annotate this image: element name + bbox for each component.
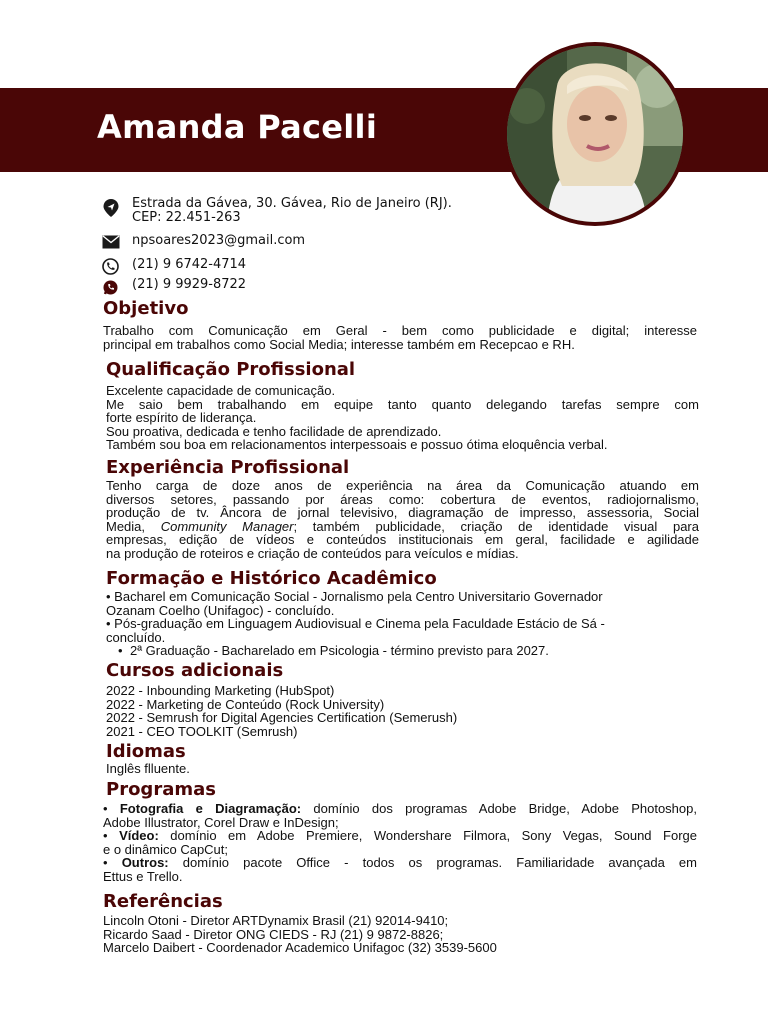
programa-label: Vídeo:: [119, 828, 159, 844]
address-line2: CEP: 22.451-263: [132, 210, 241, 225]
section-title-cursos: Cursos adicionais: [106, 660, 284, 681]
formacao-bullet: • 2ª Graduação - Bacharelado em Psicologia - término previsto para 2027.: [106, 644, 699, 658]
experiencia-line4-italic: Community Manager: [160, 518, 294, 534]
programa-line: • Vídeo: domínio em Adobe Premiere, Wondershare Filmora, Sony Vegas, Sound Forge: [103, 828, 697, 844]
section-title-objetivo: Objetivo: [103, 298, 189, 319]
email-text[interactable]: npsoares2023@gmail.com: [132, 233, 306, 248]
cursos-text: [106, 684, 700, 738]
objetivo-line: principal em trabalhos como Social Media; interesse também em Recepcao e RH.: [103, 336, 575, 352]
phone-text[interactable]: (21) 9 6742-4714: [132, 257, 247, 272]
section-title-qualificacao: Qualificação Profissional: [106, 359, 356, 380]
programa-label: Outros:: [121, 855, 169, 871]
address-line1: Estrada da Gávea, 30. Gávea, Rio de Janeiro (RJ).: [132, 196, 452, 211]
idiomas-line: Inglês flluente.: [106, 761, 190, 776]
experiencia-line: Tenho carga de doze anos de experiência na área da Comunicação atuando em: [106, 478, 699, 493]
curso-item: 2022 - Marketing de Conteúdo (Rock University): [106, 696, 385, 712]
formacao-line: • Bacharel em Comunicação Social - Jornalismo pela Centro Universitario Governador: [106, 589, 603, 604]
location-icon: [102, 198, 120, 218]
profile-photo: [503, 42, 687, 226]
mail-icon: [102, 235, 120, 249]
section-title-formacao: Formação e Histórico Acadêmico: [106, 568, 437, 589]
formacao-line: concluído.: [106, 629, 166, 645]
phone-icon: [102, 258, 119, 275]
qualificacao-line: Excelente capacidade de comunicação.: [106, 383, 336, 398]
formacao-line: Ozanam Coelho (Unifagoc) - concluído.: [106, 602, 335, 618]
formacao-line: • Pós-graduação em Linguagem Audiovisual e Cinema pela Faculdade Estácio de Sá -: [106, 616, 605, 632]
qualificacao-line: forte espírito de liderança.: [106, 410, 257, 426]
section-title-referencias: Referências: [103, 891, 223, 912]
formacao-text: [106, 590, 699, 658]
curso-item: 2022 - Inbounding Marketing (HubSpot): [106, 683, 335, 698]
qualificacao-line: Me saio bem trabalhando em equipe tanto quanto delegando tarefas sempre com: [106, 396, 699, 412]
section-title-programas: Programas: [106, 779, 216, 800]
referencia-item: Lincoln Otoni - Diretor ARTDynamix Brasil (21) 92014-9410;: [103, 913, 449, 928]
candidate-name: Amanda Pacelli: [97, 108, 378, 146]
programa-line: • Fotografia e Diagramação: domínio dos programas Adobe Bridge, Adobe Photoshop,: [103, 801, 697, 816]
curso-item: 2022 - Semrush for Digital Agencies Certification (Semerush): [106, 710, 458, 726]
objetivo-text: [103, 324, 697, 351]
experiencia-text: [106, 479, 699, 561]
programa-line: e o dinâmico CapCut;: [103, 841, 229, 857]
experiencia-line: [106, 520, 699, 534]
experiencia-line: diversos setores, passando por áreas como: cobertura de eventos, radiojornalismo,: [106, 491, 699, 507]
experiencia-line: produção de tv. Âncora de jornal televisivo, diagramação de impresso, assessoria, Social: [106, 505, 699, 521]
idiomas-text: [106, 762, 700, 776]
phone2-text[interactable]: (21) 9 9929-8722: [132, 277, 247, 292]
whatsapp-icon: [102, 279, 119, 296]
qualificacao-line: Sou proativa, dedicada e tenho facilidade de aprendizado.: [106, 423, 442, 439]
qualificacao-text: [106, 384, 699, 452]
programas-text: [103, 802, 697, 884]
programa-line: Ettus e Trello.: [103, 868, 183, 884]
section-title-experiencia: Experiência Profissional: [106, 457, 350, 478]
experiencia-line: na produção de roteiros e criação de conteúdos para veículos e mídias.: [106, 545, 519, 561]
referencia-item: Marcelo Daibert - Coordenador Academico Unifagoc (32) 3539-5600: [103, 940, 497, 956]
portrait-image: [507, 46, 683, 222]
referencia-item: Ricardo Saad - Diretor ONG CIEDS - RJ (21) 9 9872-8826;: [103, 926, 444, 942]
section-title-idiomas: Idiomas: [106, 741, 186, 762]
programa-desc: domínio em Adobe Premiere, Wondershare Filmora, Sony Vegas, Sound Forge: [158, 828, 697, 844]
experiencia-line4-start: Media,: [106, 518, 161, 534]
referencias-text: [103, 914, 697, 955]
curso-item: 2021 - CEO TOOLKIT (Semrush): [106, 723, 298, 739]
programa-desc: domínio pacote Office - todos os programas. Familiaridade avançada em: [168, 855, 697, 871]
programa-label: Fotografia e Diagramação:: [119, 801, 302, 816]
objetivo-line: Trabalho com Comunicação em Geral - bem como publicidade e digital; interesse: [103, 323, 697, 338]
experiencia-line: empresas, edição de vídeos e conteúdos institucionais em geral, facilidade e agilidade: [106, 532, 699, 548]
qualificacao-line: Também sou boa em relacionamentos interpessoais e possuo ótima eloquência verbal.: [106, 437, 608, 453]
experiencia-line4-end: ; também publicidade, criação de identidade visual para: [293, 518, 699, 534]
programa-desc: domínio dos programas Adobe Bridge, Adobe Photoshop,: [301, 801, 697, 816]
programa-line: Adobe Illustrator, Corel Draw e InDesign;: [103, 814, 339, 830]
programa-line: • Outros: domínio pacote Office - todos os programas. Familiaridade avançada em: [103, 855, 697, 871]
